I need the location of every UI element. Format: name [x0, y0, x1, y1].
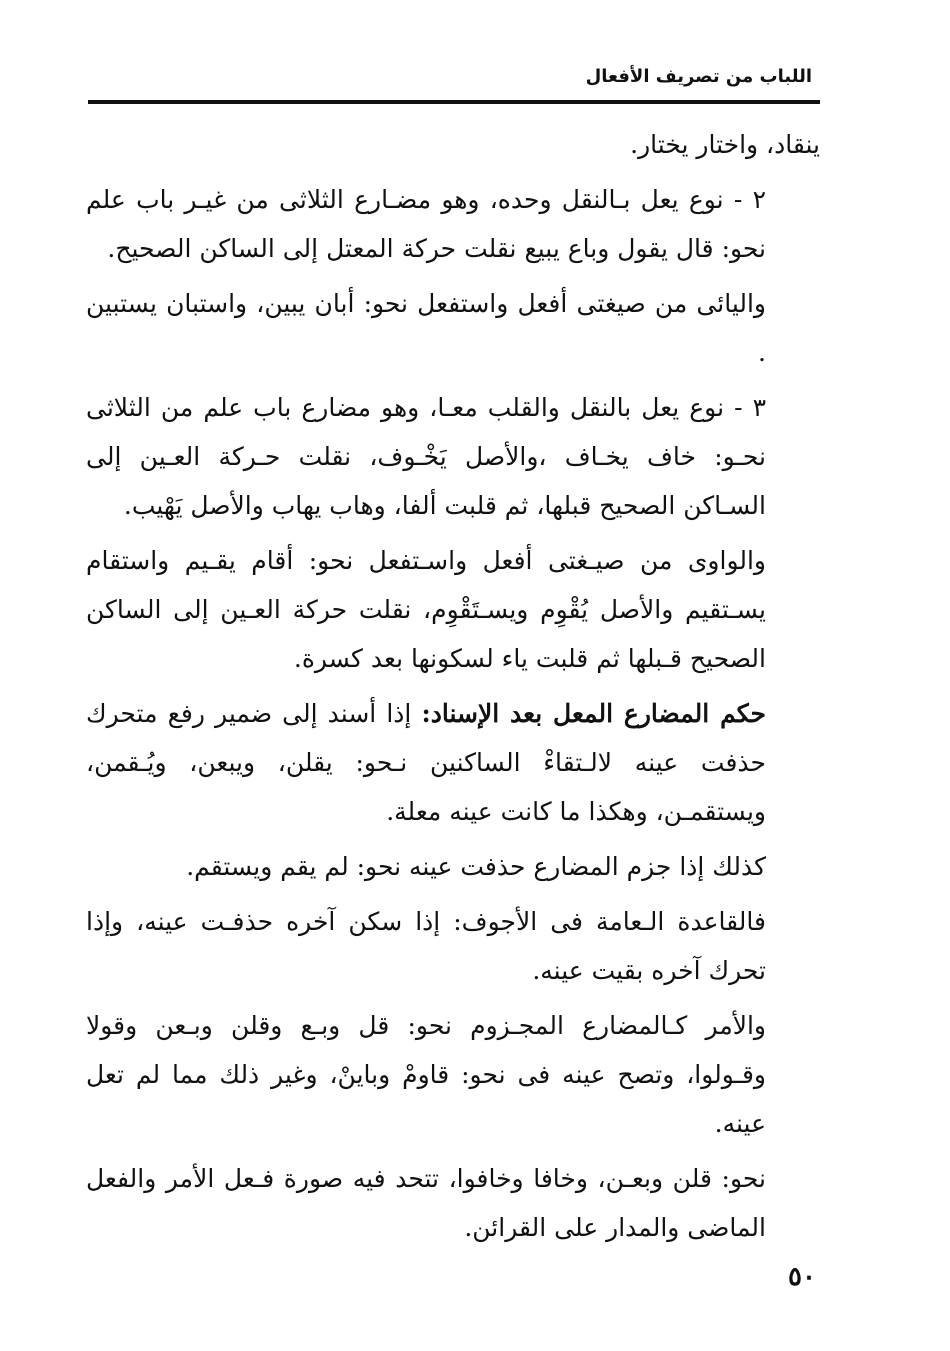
paragraph-1: ينقاد، واختار يختار.: [630, 130, 820, 159]
paragraph-4: ٣ - نوع يعل بالنقل والقلب معـا، وهو مضارع باب علم من الثلاثى نحـو: خاف يخـاف ،والأصل يَخْـوف، نقلت حـركة العـين إلى السـاكن الصحيح قبلها، ثم قلبت ألفا، وهاب يهاب والأصل يَهْيب.: [86, 393, 766, 520]
running-header: اللباب من تصريف الأفعال: [585, 66, 812, 87]
body-text: [86, 120, 820, 1258]
paragraph-8: فالقاعدة الـعامة فى الأجوف: إذا سكن آخره حذفـت عينه، وإذا تحرك آخره بقيت عينه.: [86, 907, 766, 985]
paragraph-9: والأمر كـالمضارع المجـزوم نحو: قل وبـع وقلن وبـعن وقولا وقـولوا، وتصح عينه فى نحو: قاومْ وباينْ، وغير ذلك مما لم تعل عينه.: [86, 1011, 766, 1138]
paragraph-7: كذلك إذا جزم المضارع حذفت عينه نحو: لم يقم ويستقم.: [186, 852, 766, 881]
section-heading: حكم المضارع المعل بعد الإسناد:: [421, 699, 766, 728]
paragraph-10: نحو: قلن وبعـن، وخافا وخافوا، تتحد فيه صورة فـعل الأمر والفعل الماضى والمدار على القرائن.: [86, 1164, 766, 1242]
paragraph-2: ٢ - نوع يعل بـالنقل وحده، وهو مضـارع الثلاثى من غيـر باب علم نحو: قال يقول وباع يبيع نقلت حركة المعتل إلى الساكن الصحيح.: [86, 185, 766, 263]
paragraph-5: والواوى من صيـغتى أفعل واسـتفعل نحو: أقام يقـيم واستقام يسـتقيم والأصل يُقْوِم ويسـتَقْوِم، نقلت حركة العـين إلى الساكن الصحيح قـبلها ثم قلبت ياء لسكونها بعد كسرة.: [86, 546, 766, 673]
header-rule: [88, 100, 820, 104]
paragraph-6: [86, 689, 820, 836]
page-number: ٥٠: [788, 1262, 816, 1292]
section-text: إذا أسند إلى ضمير رفع متحرك حذفت عينه لالـتقاءْ الساكنين نـحو: يقلن، ويبعن، ويُـقمن، ويستقمـن، وهكذا ما كانت عينه معلة.: [86, 699, 766, 826]
paragraph-3: واليائى من صيغتى أفعل واستفعل نحو: أبان يبين، واستبان يستبين .: [86, 289, 766, 367]
